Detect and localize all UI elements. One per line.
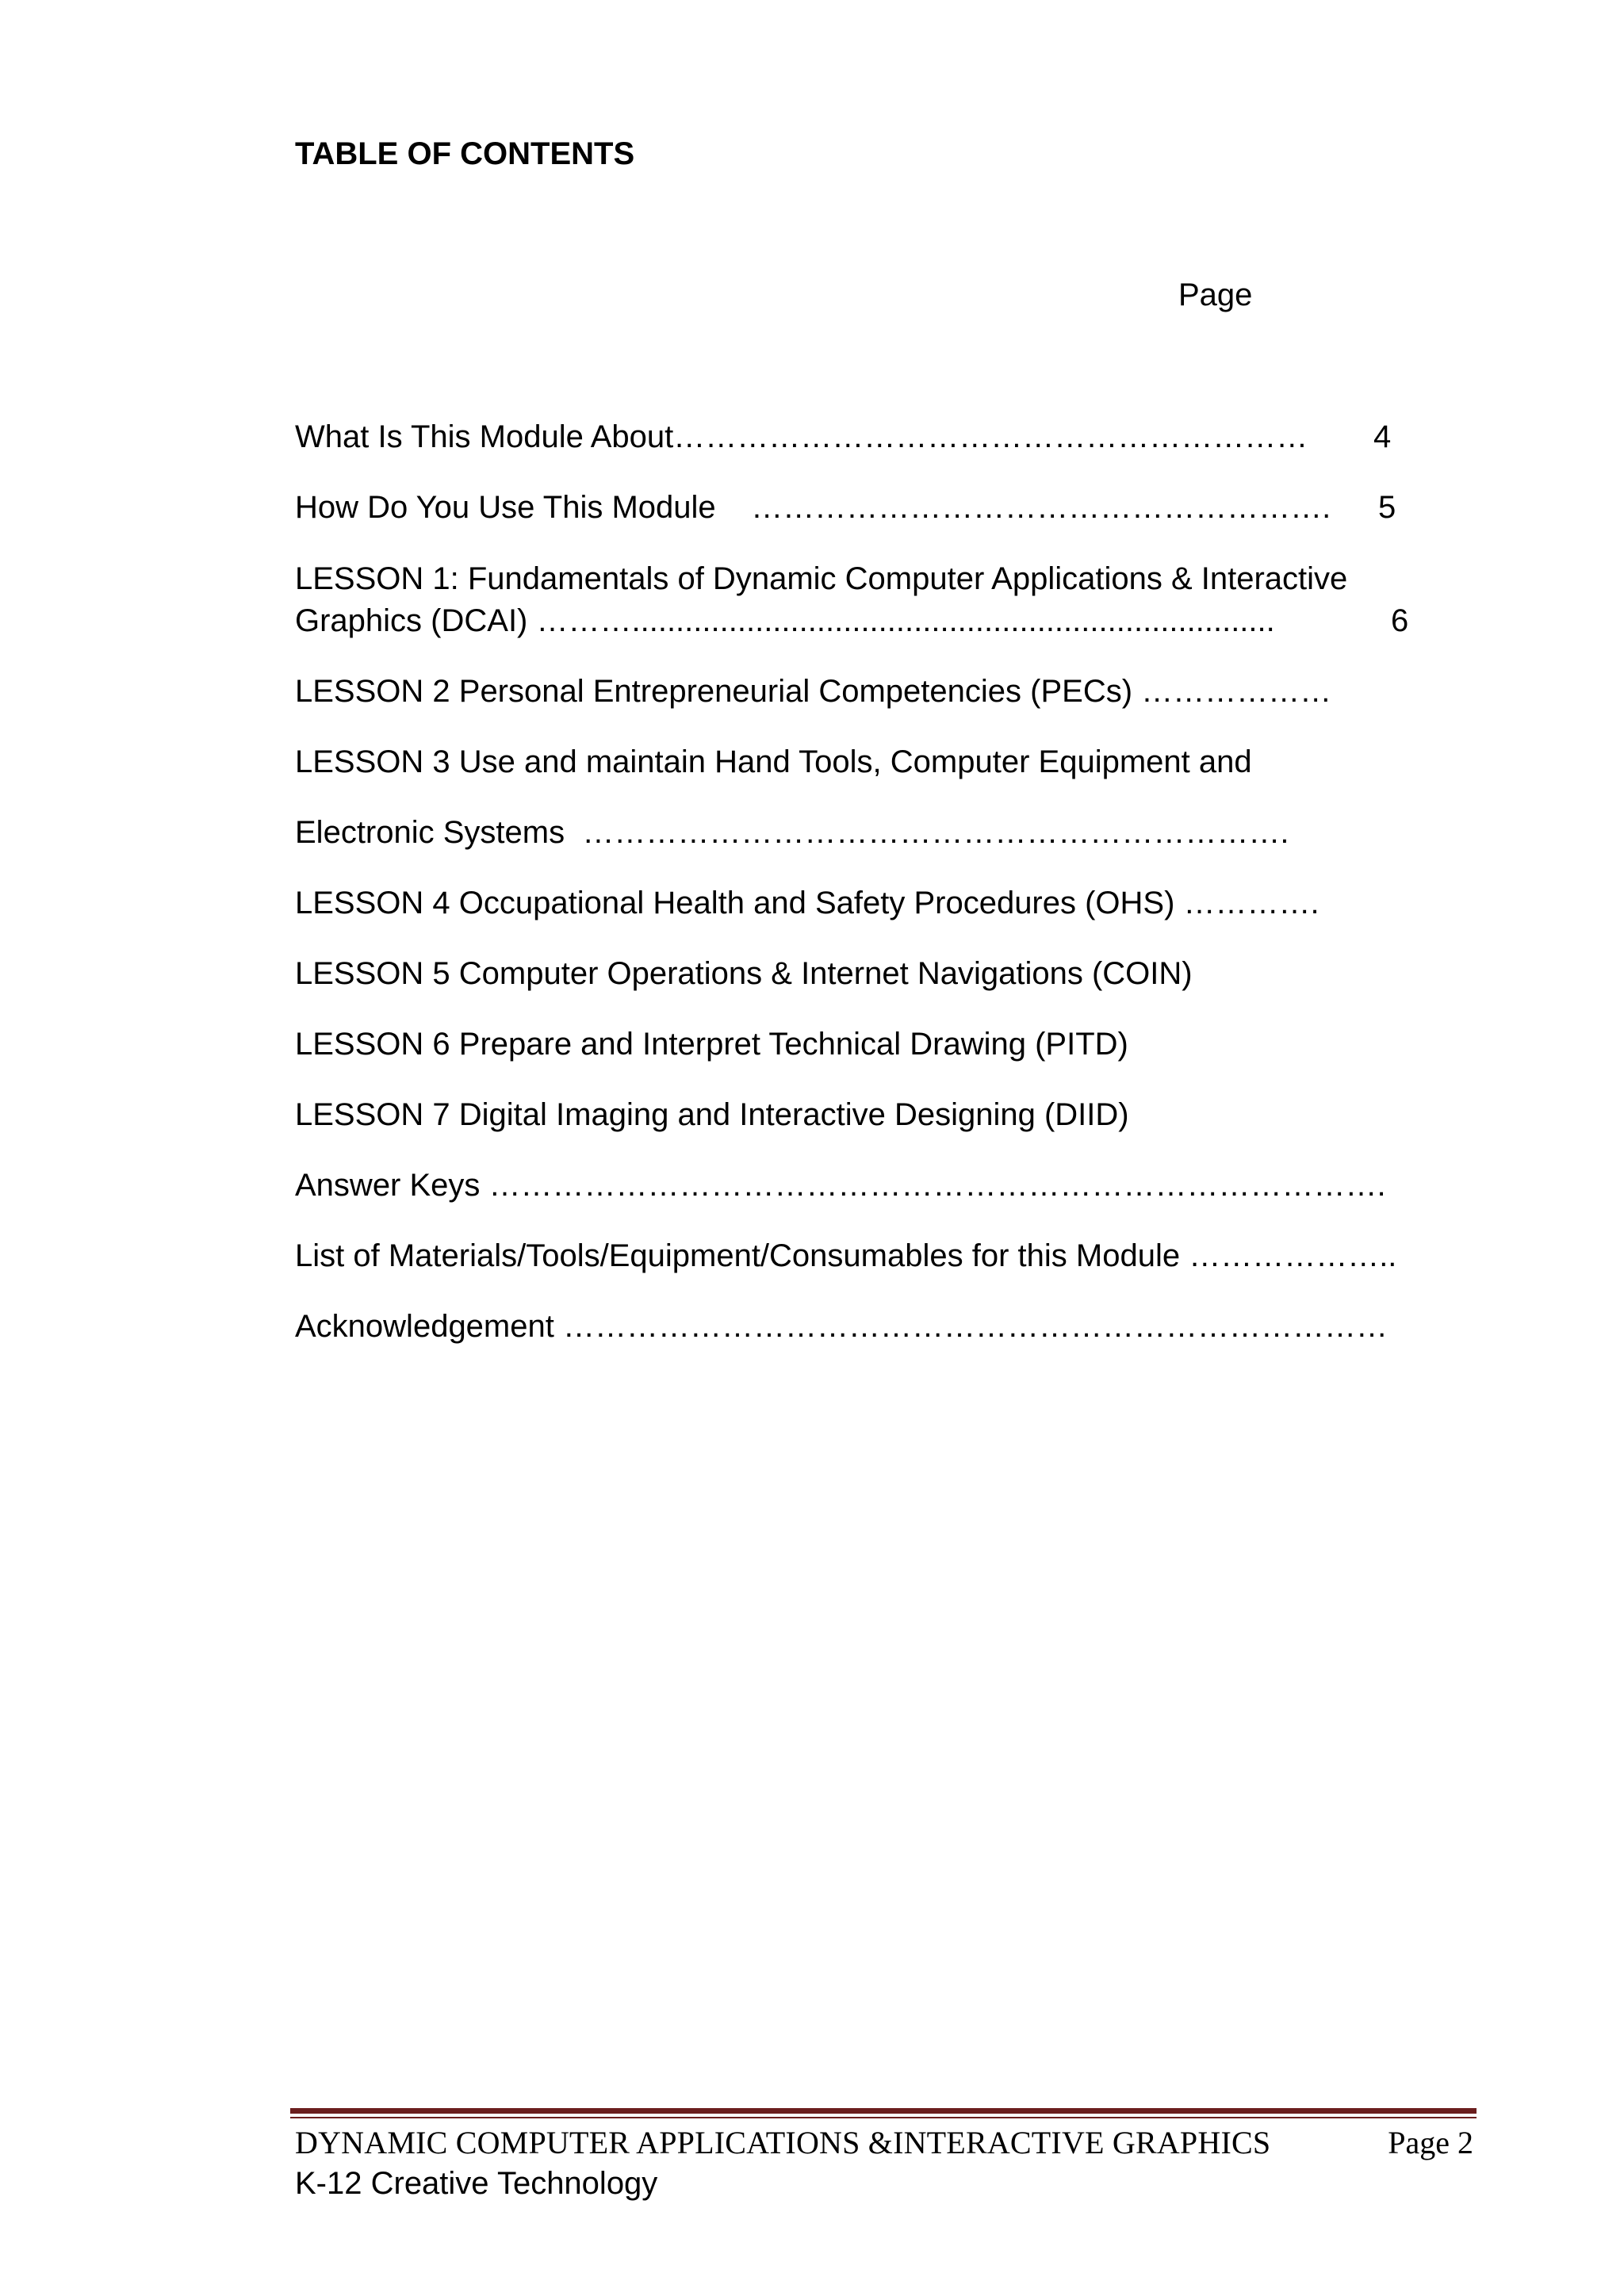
toc-entry-lesson-1-cont: Graphics (DCAI) ………......................................................................... <box>295 603 1275 638</box>
toc-heading: TABLE OF CONTENTS <box>295 136 635 171</box>
toc-entry-lesson-3: LESSON 3 Use and maintain Hand Tools, Computer Equipment and <box>295 744 1252 779</box>
toc-entry-lesson-3-cont: Electronic Systems …………………………………………………………. <box>295 815 1289 850</box>
toc-entry-how-to-use: How Do You Use This Module ………………………………………………. <box>295 490 1331 525</box>
footer-rule <box>290 2108 1477 2114</box>
toc-entry-lesson-4: LESSON 4 Occupational Health and Safety Procedures (OHS) …………. <box>295 886 1320 920</box>
toc-entry-acknowledgement: Acknowledgement …………………………………………………………………… <box>295 1309 1388 1344</box>
toc-entry-answer-keys: Answer Keys …………………………………………………………………………. <box>295 1168 1386 1203</box>
footer-subtitle: K-12 Creative Technology <box>295 2166 658 2201</box>
toc-entry-module-about: What Is This Module About…………………………………………………… <box>295 419 1308 454</box>
toc-entry-lesson-6: LESSON 6 Prepare and Interpret Technical Drawing (PITD) <box>295 1027 1128 1062</box>
page-column-label: Page <box>1178 277 1253 312</box>
toc-page-number: 4 <box>1373 419 1392 454</box>
footer-rule-thin <box>290 2117 1477 2118</box>
toc-entry-lesson-5: LESSON 5 Computer Operations & Internet Navigations (COIN) <box>295 956 1193 991</box>
toc-page-number: 6 <box>1391 603 1409 638</box>
toc-entry-materials-list: List of Materials/Tools/Equipment/Consumables for this Module ……………….. <box>295 1238 1397 1273</box>
footer-module-title: DYNAMIC COMPUTER APPLICATIONS &INTERACTIVE GRAPHICS <box>295 2125 1271 2160</box>
toc-page-number: 5 <box>1378 490 1396 525</box>
toc-entry-lesson-1: LESSON 1: Fundamentals of Dynamic Computer Applications & Interactive <box>295 561 1348 596</box>
footer-page-number: Page 2 <box>1388 2125 1473 2160</box>
toc-entry-lesson-2: LESSON 2 Personal Entrepreneurial Competencies (PECs) ……………… <box>295 674 1332 709</box>
toc-entry-lesson-7: LESSON 7 Digital Imaging and Interactive Designing (DIID) <box>295 1097 1129 1132</box>
